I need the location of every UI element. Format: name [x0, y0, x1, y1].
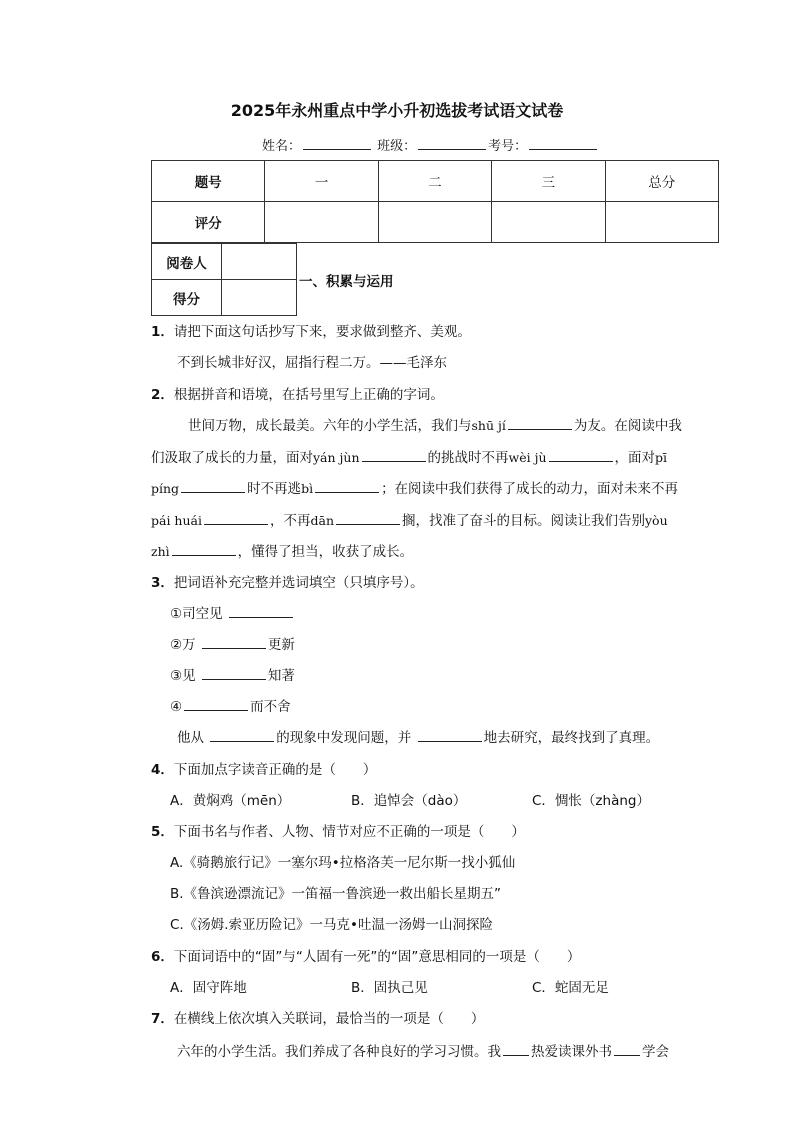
q3-item-2	[170, 633, 295, 653]
q3-sentence-c: 地去研究，最终找到了真理。	[483, 730, 660, 746]
pinyin-you: yòu	[645, 513, 668, 528]
question-5	[151, 820, 525, 840]
section-heading: 一、积累与运用	[299, 274, 394, 290]
pinyin-yanjun: yán jùn	[313, 450, 360, 465]
q5-number: 5．	[151, 824, 174, 840]
q1-number: 1．	[151, 324, 174, 340]
q4-option-a[interactable]: A．黄焖鸡（mēn）	[170, 793, 291, 809]
exam-no-label: 考号：	[488, 139, 528, 154]
q3-item-4	[170, 695, 291, 715]
answer-blank[interactable]	[503, 1042, 529, 1056]
header-total: 总分	[605, 161, 718, 202]
q3-item-4-text-a: ④	[170, 699, 183, 715]
q2-line-1	[188, 414, 682, 434]
score-table-header-row	[152, 161, 719, 202]
q3-item-1-text: ①司空见	[170, 606, 223, 622]
q3-item-3-text-a: ③见	[170, 668, 196, 684]
q1-text: 请把下面这句话抄写下来，要求做到整齐、美观。	[173, 324, 471, 340]
question-3	[151, 571, 424, 591]
question-6	[151, 945, 580, 965]
name-label: 姓名：	[262, 139, 302, 154]
q2-l4-text-b: 搁，找准了奋斗的目标。阅读让我们告别	[402, 513, 645, 529]
q2-line-5	[151, 540, 413, 560]
answer-blank[interactable]	[336, 511, 400, 525]
q2-l4-text-a: ，不再	[269, 513, 311, 529]
exam-no-blank[interactable]	[529, 137, 597, 150]
score-cell-total[interactable]	[605, 202, 718, 243]
class-blank[interactable]	[418, 137, 486, 150]
q3-item-3-text-b: 知著	[267, 668, 295, 684]
score-cell-3[interactable]	[492, 202, 605, 243]
pinyin-dan: dān	[310, 513, 334, 528]
q6-text: 下面词语中的“固”与“人固有一死”的“固”意思相同的一项是（ ）	[173, 949, 581, 965]
q3-number: 3．	[151, 575, 174, 591]
q7-l1-text-b: 热爱读课外书	[531, 1044, 612, 1060]
class-label: 班级：	[377, 139, 417, 154]
q7-line-1	[177, 1040, 669, 1060]
q2-line-3	[151, 477, 678, 497]
q5-option-a[interactable]: A.《骑鹅旅行记》一塞尔玛•拉格洛芙一尼尔斯一找小狐仙	[170, 855, 516, 871]
answer-blank[interactable]	[549, 448, 613, 462]
page-title: 2025年永州重点中学小升初选拔考试语文试卷	[230, 101, 564, 120]
q4-text: 下面加点字读音正确的是（ ）	[173, 762, 377, 778]
q2-number: 2．	[151, 387, 174, 403]
answer-blank[interactable]	[202, 666, 266, 680]
score-row-label: 评分	[152, 202, 265, 243]
student-info	[262, 135, 599, 154]
q5-option-c[interactable]: C.《汤姆.索亚历险记》一马克•吐温一汤姆一山洞探险	[170, 917, 493, 933]
answer-blank[interactable]	[181, 479, 245, 493]
q4-number: 4．	[151, 762, 174, 778]
q3-item-1	[170, 602, 295, 622]
q3-sentence-b: 的现象中发现问题，并	[276, 730, 412, 746]
reviewer-cell[interactable]	[222, 244, 297, 280]
name-blank[interactable]	[303, 137, 371, 150]
q2-l1-text-b: 为友。在阅读中我	[573, 418, 682, 434]
pinyin-zhi: zhì	[151, 544, 170, 559]
answer-blank[interactable]	[508, 416, 572, 430]
q2-l2-text-b: 的挑战时不再	[427, 450, 509, 466]
grader-table	[151, 243, 297, 316]
pinyin-bi: bì	[301, 481, 314, 496]
answer-blank[interactable]	[204, 511, 268, 525]
question-2	[151, 383, 444, 403]
q3-item-3	[170, 664, 295, 684]
q2-l5-text-a: ，懂得了担当，收获了成长。	[237, 544, 414, 560]
question-4	[151, 758, 376, 778]
q2-line-2	[151, 446, 667, 466]
answer-blank[interactable]	[202, 635, 266, 649]
q1-quote: 不到长城非好汉，屈指行程二万。——毛泽东	[177, 355, 447, 371]
q2-line-4	[151, 509, 668, 529]
score-cell-2[interactable]	[378, 202, 491, 243]
q7-number: 7．	[151, 1011, 174, 1027]
q4-option-c[interactable]: C．惆怅（zhàng）	[532, 793, 650, 809]
q5-option-b[interactable]: B.《鲁滨逊漂流记》一笛福一鲁滨逊一救出船长星期五”	[170, 886, 502, 902]
q6-number: 6．	[151, 949, 174, 965]
q3-item-4-text-b: 而不舍	[250, 699, 291, 715]
reviewer-label: 阅卷人	[152, 244, 222, 280]
q3-text: 把词语补充完整并选词填空（只填序号）。	[173, 575, 424, 591]
pinyin-ping: píng	[151, 481, 180, 496]
score-table-score-row	[152, 202, 719, 243]
pinyin-shuji: shū jí	[471, 418, 506, 433]
pinyin-pi: pī	[655, 450, 668, 465]
q6-option-a[interactable]: A．固守阵地	[170, 980, 247, 996]
answer-blank[interactable]	[418, 728, 482, 742]
question-7	[151, 1007, 484, 1027]
answer-blank[interactable]	[614, 1042, 640, 1056]
q7-text: 在横线上依次填入关联词，最恰当的一项是（ ）	[173, 1011, 485, 1027]
q2-l3-text-a: 时不再逃	[247, 481, 302, 497]
score-cell-1[interactable]	[265, 202, 378, 243]
answer-blank[interactable]	[172, 542, 236, 556]
q4-option-b[interactable]: B．追悼会（dào）	[351, 793, 467, 809]
header-part-3: 三	[492, 161, 605, 202]
q2-l2-text-c: ，面对	[614, 450, 656, 466]
pinyin-paihuai: pái huái	[151, 513, 202, 528]
q2-l3-text-b: ；在阅读中我们获得了成长的动力，面对未来不再	[381, 481, 679, 497]
q2-l2-text-a: 们汲取了成长的力量，面对	[151, 450, 313, 466]
pinyin-weiju: wèi jù	[508, 450, 547, 465]
q6-option-b[interactable]: B．固执己见	[351, 980, 428, 996]
q3-sentence	[177, 726, 659, 746]
q2-text: 根据拼音和语境，在括号里写上正确的字词。	[173, 387, 444, 403]
answer-blank[interactable]	[362, 448, 426, 462]
header-part-1: 一	[265, 161, 378, 202]
q2-l1-text-a: 世间万物，成长最美。六年的小学生活，我们与	[188, 418, 472, 434]
answer-blank[interactable]	[229, 604, 293, 618]
q7-l1-text-a: 六年的小学生活。我们养成了各种良好的学习习惯。我	[177, 1044, 501, 1060]
q6-option-c[interactable]: C．蛇固无足	[532, 980, 609, 996]
score-table	[151, 160, 719, 243]
answer-blank[interactable]	[210, 728, 274, 742]
q7-l1-text-c: 学会	[642, 1044, 669, 1060]
q5-text: 下面书名与作者、人物、情节对应不正确的一项是（ ）	[173, 824, 525, 840]
q3-item-2-text-b: 更新	[267, 637, 295, 653]
answer-blank[interactable]	[184, 697, 248, 711]
q3-sentence-a: 他从	[177, 730, 204, 746]
q3-item-2-text-a: ②万	[170, 637, 196, 653]
grader-score-label: 得分	[152, 280, 222, 316]
answer-blank[interactable]	[315, 479, 379, 493]
grader-score-cell[interactable]	[222, 280, 297, 316]
header-question-no: 题号	[152, 161, 265, 202]
question-1	[151, 320, 471, 340]
header-part-2: 二	[378, 161, 491, 202]
